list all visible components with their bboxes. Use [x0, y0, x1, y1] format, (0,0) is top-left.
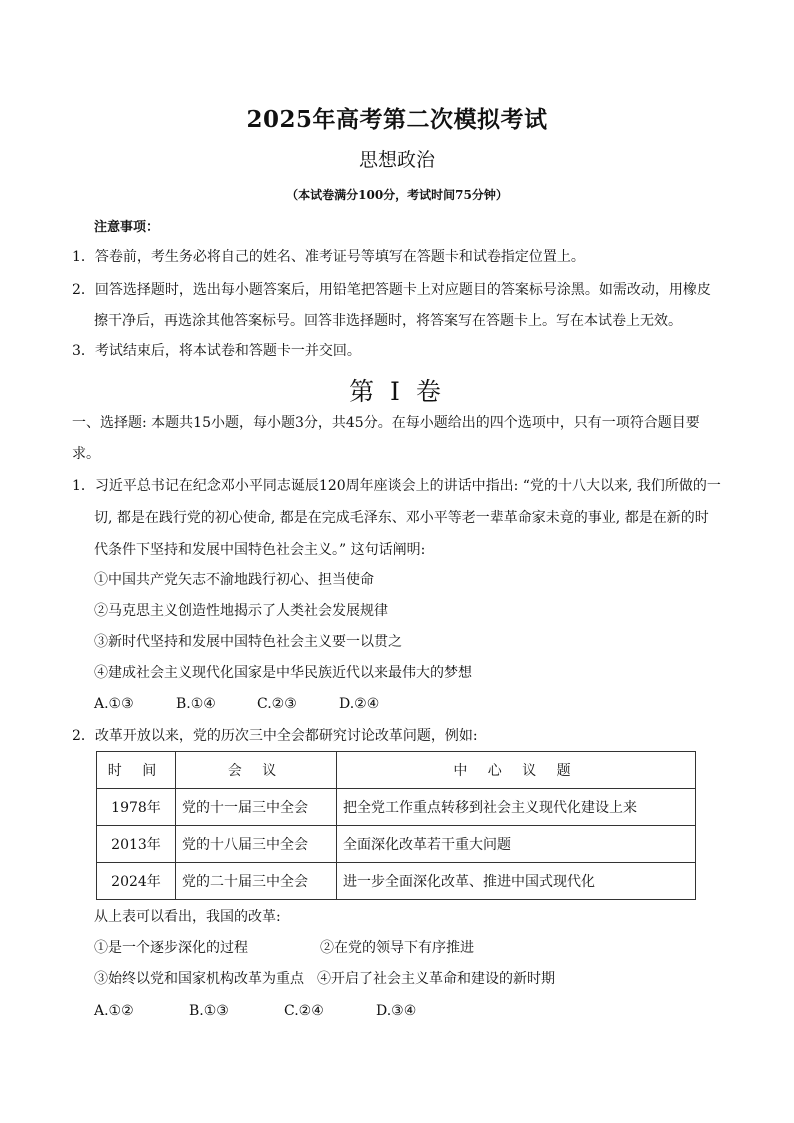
table-header-meeting: 会 议: [176, 752, 337, 789]
table-cell-year: 1978年: [97, 789, 176, 826]
table-header-topic: 中 心 议 题: [337, 752, 696, 789]
subject-title: 思想政治: [358, 149, 435, 171]
q2-lead: 从上表可以看出，我国的改革:: [94, 909, 281, 925]
q2-statement-2: ②在党的领导下有序推进: [320, 940, 474, 956]
q1-option-a: A.①③: [94, 696, 134, 712]
table-header-time: 时 间: [97, 752, 176, 789]
table-cell-topic: 全面深化改革若干重大问题: [337, 826, 696, 863]
table-header-row: [97, 752, 696, 789]
q2-statement-1: ①是一个逐步深化的过程: [94, 940, 248, 956]
notes-heading: 注意事项：: [94, 220, 160, 235]
q1-stem-line-2: 切, 都是在践行党的初心使命, 都是在完成毛泽东、邓小平等老一辈革命家未竟的事业, 都是在新的时: [94, 510, 709, 526]
q2-option-a: A.①②: [94, 1003, 134, 1019]
section-title: 第 I 卷: [349, 377, 445, 406]
table-row: [97, 863, 696, 900]
q1-option-b: B.①④: [176, 696, 216, 712]
q2-option-b: B.①③: [189, 1003, 229, 1019]
table-cell-meeting: 党的十八届三中全会: [176, 826, 337, 863]
section-instruction: 一、选择题: 本题共15小题，每小题3分，共45分。在每小题给出的四个选项中，只有一项符合题目要: [72, 415, 700, 431]
q1-statement-4: ④建成社会主义现代化国家是中华民族近代以来最伟大的梦想: [94, 665, 472, 681]
table-row: [97, 789, 696, 826]
table-cell-year: 2024年: [97, 863, 176, 900]
section-instruction-cont: 求。: [72, 446, 100, 462]
note-item-2: 2．回答选择题时，选出每小题答案后，用铅笔把答题卡上对应题目的答案标号涂黑。如需改动，用橡皮: [72, 282, 711, 298]
q1-stem-line-1: 1．习近平总书记在纪念邓小平同志诞辰120周年座谈会上的讲话中指出: “党的十八大以来, 我们所做的一: [72, 478, 721, 494]
q2-stem: 2．改革开放以来，党的历次三中全会都研究讨论改革问题，例如:: [72, 728, 478, 744]
table-cell-year: 2013年: [97, 826, 176, 863]
q2-statement-3: ③始终以党和国家机构改革为重点: [94, 971, 304, 987]
note-item-3: 3．考试结束后，将本试卷和答题卡一并交回。: [72, 343, 361, 359]
table-cell-meeting: 党的十一届三中全会: [176, 789, 337, 826]
table-cell-meeting: 党的二十届三中全会: [176, 863, 337, 900]
meetings-table: [96, 751, 696, 900]
table-cell-topic: 进一步全面深化改革、推进中国式现代化: [337, 863, 696, 900]
q1-statement-1: ①中国共产党矢志不渝地践行初心、担当使命: [94, 572, 374, 588]
exam-info: （本试卷满分100分，考试时间75分钟）: [286, 188, 508, 202]
q2-statement-4: ④开启了社会主义革命和建设的新时期: [317, 971, 555, 987]
exam-title: 2025年高考第二次模拟考试: [246, 106, 548, 133]
q1-option-d: D.②④: [339, 696, 380, 712]
table-cell-topic: 把全党工作重点转移到社会主义现代化建设上来: [337, 789, 696, 826]
q1-statement-3: ③新时代坚持和发展中国特色社会主义要一以贯之: [94, 634, 402, 650]
table-row: [97, 826, 696, 863]
q1-stem-line-3: 代条件下坚持和发展中国特色社会主义。” 这句话阐明:: [94, 542, 426, 558]
note-item-1: 1．答卷前，考生务必将自己的姓名、准考证号等填写在答题卡和试卷指定位置上。: [72, 249, 585, 265]
q2-option-c: C.②④: [284, 1003, 324, 1019]
q1-statement-2: ②马克思主义创造性地揭示了人类社会发展规律: [94, 603, 388, 619]
q2-option-d: D.③④: [376, 1003, 417, 1019]
note-item-2-cont: 擦干净后，再选涂其他答案标号。回答非选择题时，将答案写在答题卡上。写在本试卷上无效。: [94, 313, 682, 329]
q1-option-c: C.②③: [257, 696, 297, 712]
